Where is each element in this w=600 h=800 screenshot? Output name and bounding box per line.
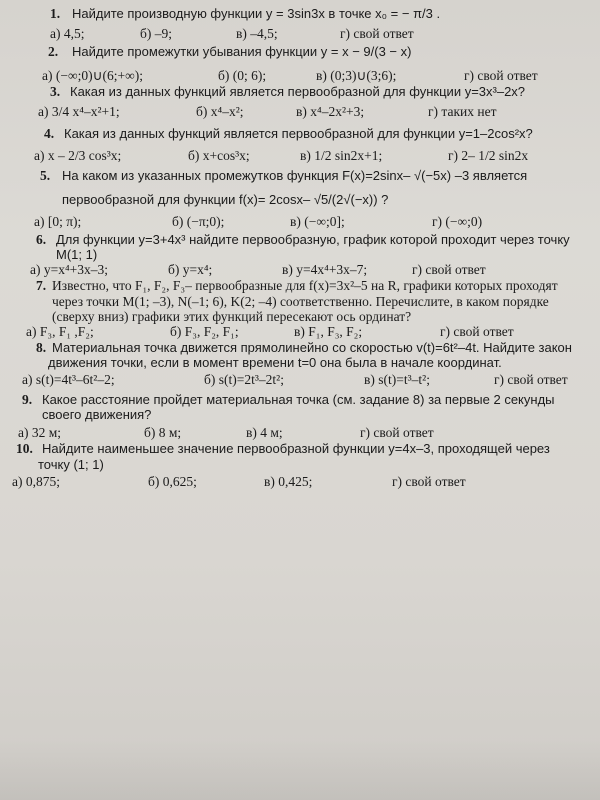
question-10-text-line-2: точку (1; 1) bbox=[38, 457, 104, 472]
question-5-option-c: в) (−∞;0]; bbox=[290, 214, 345, 229]
question-8-option-d: г) свой ответ bbox=[494, 372, 568, 387]
question-1-text: Найдите производную функции y = 3sin3x в точке x₀ = − π/3 . bbox=[72, 6, 441, 21]
question-5-text-line-2: первообразной для функции f(x)= 2cosx– √5/(2√(−x)) ? bbox=[62, 192, 389, 207]
question-9-option-c: в) 4 м; bbox=[246, 425, 283, 440]
question-2-number: 2. bbox=[48, 44, 59, 59]
question-10-option-d: г) свой ответ bbox=[392, 474, 466, 489]
question-6-option-b: б) y=x⁴; bbox=[168, 262, 213, 277]
question-3-option-c: в) x⁴–2x²+3; bbox=[296, 104, 365, 119]
question-1-option-a: а) 4,5; bbox=[50, 26, 85, 41]
question-9-option-a: а) 32 м; bbox=[18, 425, 62, 440]
question-9-text-line-2: своего движения? bbox=[42, 407, 152, 422]
question-6-text-line-2: M(1; 1) bbox=[56, 247, 98, 262]
question-7-text-line-3: (сверху вниз) графики этих функций пересекают ось ординат? bbox=[52, 309, 412, 324]
question-7-option-a: а) F₃, F₁ ,F₂; bbox=[26, 324, 94, 339]
question-4-text: Какая из данных функций является первообразной для функции y=1–2cos²x? bbox=[64, 126, 533, 141]
question-2-option-d: г) свой ответ bbox=[464, 68, 538, 83]
question-8-option-a: а) s(t)=4t³–6t²–2; bbox=[22, 372, 115, 387]
question-9-text-line-1: Какое расстояние пройдет материальная точка (см. задание 8) за первые 2 секунды bbox=[42, 392, 555, 407]
question-3-number: 3. bbox=[50, 84, 61, 99]
question-4-option-c: в) 1/2 sin2x+1; bbox=[300, 148, 383, 163]
question-10-option-a: а) 0,875; bbox=[12, 474, 60, 489]
question-7-option-b: б) F₃, F₂, F₁; bbox=[170, 324, 239, 339]
question-1-option-b: б) –9; bbox=[140, 26, 172, 41]
question-2-text: Найдите промежутки убывания функции y = x − 9/(3 − x) bbox=[72, 44, 412, 59]
question-8-text-line-1: Материальная точка движется прямолинейно со скоростью v(t)=6t²–4t. Найдите закон bbox=[52, 340, 572, 355]
question-8-text-line-2: движения точки, если в момент времени t=0 она была в начале координат. bbox=[48, 355, 502, 370]
question-6-number: 6. bbox=[36, 232, 47, 247]
question-9-option-d: г) свой ответ bbox=[360, 425, 434, 440]
question-6-option-c: в) y=4x⁴+3x–7; bbox=[282, 262, 368, 277]
question-5-option-b: б) (−π;0); bbox=[172, 214, 225, 229]
question-6-option-d: г) свой ответ bbox=[412, 262, 486, 277]
question-10-number: 10. bbox=[16, 441, 33, 456]
question-4-option-a: а) x – 2/3 cos³x; bbox=[34, 148, 122, 163]
question-9-option-b: б) 8 м; bbox=[144, 425, 182, 440]
page-shadow bbox=[0, 740, 600, 800]
question-10-option-b: б) 0,625; bbox=[148, 474, 197, 489]
question-5-number: 5. bbox=[40, 168, 51, 183]
question-3-option-b: б) x⁴–x²; bbox=[196, 104, 244, 119]
question-3-text: Какая из данных функций является первообразной для функции y=3x³–2x? bbox=[70, 84, 526, 99]
question-5-text-line-1: На каком из указанных промежутков функция F(x)=2sinx– √(−5x) –3 является bbox=[62, 168, 528, 183]
question-3-option-a: а) 3/4 x⁴–x²+1; bbox=[38, 104, 120, 119]
question-5-option-d: г) (−∞;0) bbox=[432, 214, 483, 229]
question-1-option-d: г) свой ответ bbox=[340, 26, 414, 41]
question-6-text-line-1: Для функции y=3+4x³ найдите первообразную, график которой проходит через точку bbox=[56, 232, 570, 247]
question-4-number: 4. bbox=[44, 126, 55, 141]
question-2-option-a: а) (−∞;0)∪(6;+∞); bbox=[42, 68, 143, 83]
question-8-number: 8. bbox=[36, 340, 47, 355]
question-7-option-d: г) свой ответ bbox=[440, 324, 514, 339]
question-7-number: 7. bbox=[36, 278, 47, 293]
question-5-option-a: а) [0; π); bbox=[34, 214, 82, 229]
question-1-option-c: в) –4,5; bbox=[236, 26, 278, 41]
question-3-option-d: г) таких нет bbox=[428, 104, 497, 119]
question-4-option-d: г) 2– 1/2 sin2x bbox=[448, 148, 529, 163]
question-1-number: 1. bbox=[50, 6, 61, 21]
question-7-text-line-1: Известно, что F₁, F₂, F₃– первообразные для f(x)=3x²–5 на R, графики которых проходят bbox=[52, 278, 558, 293]
question-8-option-c: в) s(t)=t³–t²; bbox=[364, 372, 430, 387]
question-9-number: 9. bbox=[22, 392, 33, 407]
question-10-text-line-1: Найдите наименьшее значение первообразной функции y=4x–3, проходящей через bbox=[42, 441, 550, 456]
question-4-option-b: б) x+cos³x; bbox=[188, 148, 250, 163]
question-7-option-c: в) F₁, F₃, F₂; bbox=[294, 324, 363, 339]
question-2-option-c: в) (0;3)∪(3;6); bbox=[316, 68, 397, 83]
question-7-text-line-2: через точки M(1; –3), N(–1; 6), K(2; –4) соответственно. Перечислите, в каком порядке bbox=[52, 294, 549, 309]
question-2-option-b: б) (0; 6); bbox=[218, 68, 267, 83]
question-10-option-c: в) 0,425; bbox=[264, 474, 313, 489]
question-6-option-a: а) y=x⁴+3x–3; bbox=[30, 262, 109, 277]
question-8-option-b: б) s(t)=2t³–2t²; bbox=[204, 372, 284, 387]
